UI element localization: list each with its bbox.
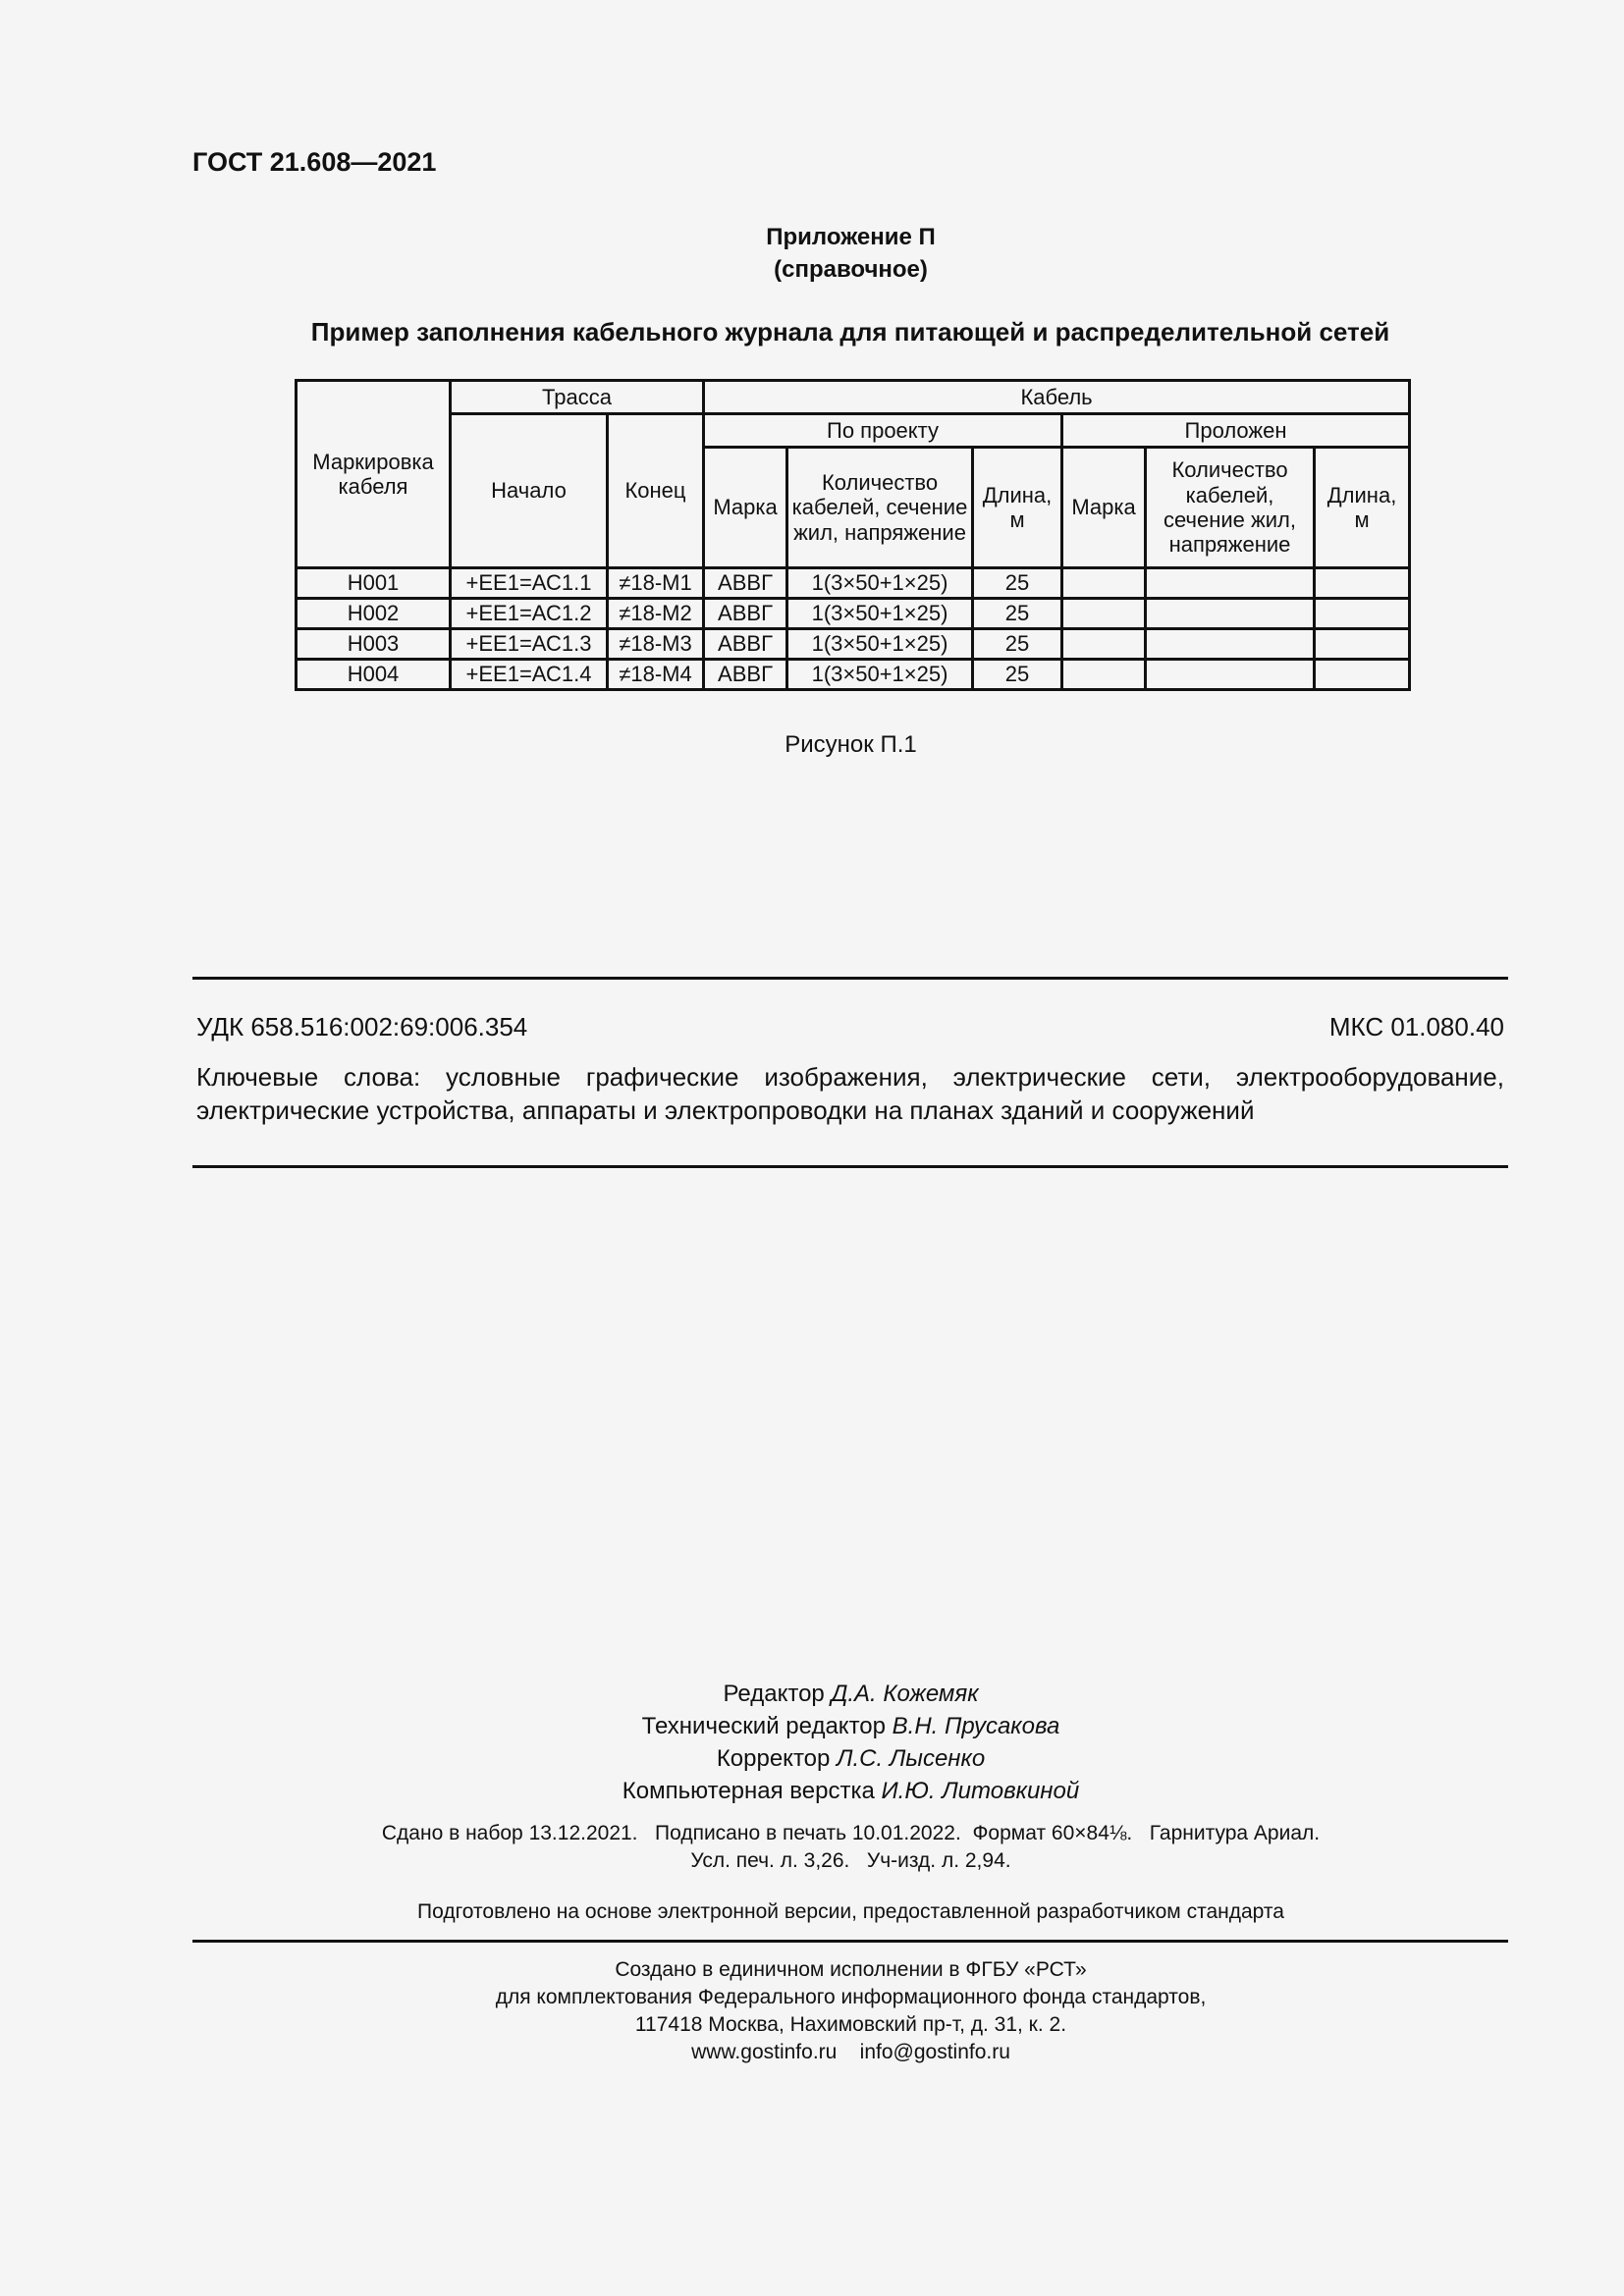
- cell-laid-length: [1315, 629, 1410, 660]
- header-by-project: По проекту: [704, 414, 1062, 448]
- table-row: [297, 599, 1410, 629]
- credits-block: [0, 1678, 1624, 1807]
- cell-project-qty: 1(3×50+1×25): [787, 599, 973, 629]
- cell-start: +ЕЕ1=АС1.2: [451, 599, 608, 629]
- footer-line: для комплектования Федерального информационного фонда стандартов,: [495, 1986, 1207, 2008]
- header-laid-qty: Количество кабелей, сечение жил, напряжение: [1146, 448, 1315, 568]
- cell-laid-qty: [1146, 568, 1315, 599]
- header-laid: Проложен: [1062, 414, 1410, 448]
- cell-marking: Н004: [297, 660, 451, 690]
- cell-start: +ЕЕ1=АС1.3: [451, 629, 608, 660]
- cell-project-qty: 1(3×50+1×25): [787, 660, 973, 690]
- cell-start: +ЕЕ1=АС1.1: [451, 568, 608, 599]
- cell-laid-brand: [1062, 660, 1146, 690]
- header-route: Трасса: [451, 381, 704, 414]
- header-project-brand: Марка: [704, 448, 787, 568]
- cell-laid-length: [1315, 599, 1410, 629]
- credit-editor: Редактор Д.А. Кожемяк: [723, 1681, 979, 1707]
- header-project-length: Длина, м: [973, 448, 1062, 568]
- imprint-line: Усл. печ. л. 3,26. Уч-изд. л. 2,94.: [690, 1849, 1011, 1872]
- credit-layout: Компьютерная верстка И.Ю. Литовкиной: [622, 1778, 1080, 1804]
- cell-laid-length: [1315, 568, 1410, 599]
- cell-project-brand: АВВГ: [704, 568, 787, 599]
- cell-project-length: 25: [973, 629, 1062, 660]
- table-row: [297, 568, 1410, 599]
- footer-line: Создано в единичном исполнении в ФГБУ «РСТ»: [615, 1958, 1087, 1981]
- cell-laid-brand: [1062, 629, 1146, 660]
- imprint-line: Сдано в набор 13.12.2021. Подписано в печать 10.01.2022. Формат 60×84⅛. Гарнитура Ариал.: [381, 1822, 1321, 1844]
- prepared-note: Подготовлено на основе электронной версии, предоставленной разработчиком стандарта: [417, 1900, 1284, 1923]
- header-cable-marking: Маркировка кабеля: [297, 381, 451, 568]
- header-start: Начало: [451, 414, 608, 568]
- figure-label: Рисунок П.1: [785, 731, 917, 758]
- cell-project-brand: АВВГ: [704, 629, 787, 660]
- cell-project-brand: АВВГ: [704, 599, 787, 629]
- credit-tech-editor: Технический редактор В.Н. Прусакова: [641, 1713, 1060, 1739]
- mks-code: МКС 01.080.40: [1328, 1012, 1504, 1041]
- document-code: ГОСТ 21.608—2021: [192, 147, 437, 177]
- udk-code: УДК 658.516:002:69:006.354: [196, 1012, 528, 1041]
- figure-caption: Пример заполнения кабельного журнала для питающей и распределительной сетей: [310, 317, 1390, 347]
- cell-laid-length: [1315, 660, 1410, 690]
- cell-end: ≠18-М4: [608, 660, 704, 690]
- cell-marking: Н002: [297, 599, 451, 629]
- cell-end: ≠18-М1: [608, 568, 704, 599]
- divider-bottom: [192, 1940, 1508, 1943]
- header-laid-length: Длина, м: [1315, 448, 1410, 568]
- cell-start: +ЕЕ1=АС1.4: [451, 660, 608, 690]
- table-row: [297, 629, 1410, 660]
- header-project-qty: Количество кабелей, сечение жил, напряжение: [787, 448, 973, 568]
- table-row: [297, 660, 1410, 690]
- cell-laid-brand: [1062, 599, 1146, 629]
- cell-laid-qty: [1146, 629, 1315, 660]
- appendix-subtitle: (справочное): [774, 256, 928, 283]
- divider-top: [192, 977, 1508, 980]
- footer-block: [0, 1956, 1624, 2066]
- divider-middle: [192, 1165, 1508, 1168]
- cell-project-qty: 1(3×50+1×25): [787, 568, 973, 599]
- cell-laid-qty: [1146, 599, 1315, 629]
- footer-line: 117418 Москва, Нахимовский пр-т, д. 31, к. 2.: [634, 2013, 1067, 2036]
- cell-laid-brand: [1062, 568, 1146, 599]
- cable-journal-table: [295, 379, 1411, 691]
- cell-project-length: 25: [973, 599, 1062, 629]
- credit-corrector: Корректор Л.С. Лысенко: [716, 1745, 986, 1772]
- header-cable: Кабель: [704, 381, 1410, 414]
- imprint-block: [0, 1820, 1624, 1875]
- cell-project-qty: 1(3×50+1×25): [787, 629, 973, 660]
- cell-end: ≠18-М2: [608, 599, 704, 629]
- header-laid-brand: Марка: [1062, 448, 1146, 568]
- cell-marking: Н001: [297, 568, 451, 599]
- cell-laid-qty: [1146, 660, 1315, 690]
- appendix-title: Приложение П: [766, 224, 936, 250]
- cell-project-brand: АВВГ: [704, 660, 787, 690]
- header-end: Конец: [608, 414, 704, 568]
- cell-marking: Н003: [297, 629, 451, 660]
- cell-project-length: 25: [973, 568, 1062, 599]
- cell-project-length: 25: [973, 660, 1062, 690]
- cell-end: ≠18-М3: [608, 629, 704, 660]
- footer-line: www.gostinfo.ru info@gostinfo.ru: [691, 2041, 1010, 2063]
- keywords-paragraph: Ключевые слова: условные графические изображения, электрические сети, электрооборудование, электрические устройства, аппараты и электропроводки на планах зданий и сооружений: [196, 1062, 1504, 1125]
